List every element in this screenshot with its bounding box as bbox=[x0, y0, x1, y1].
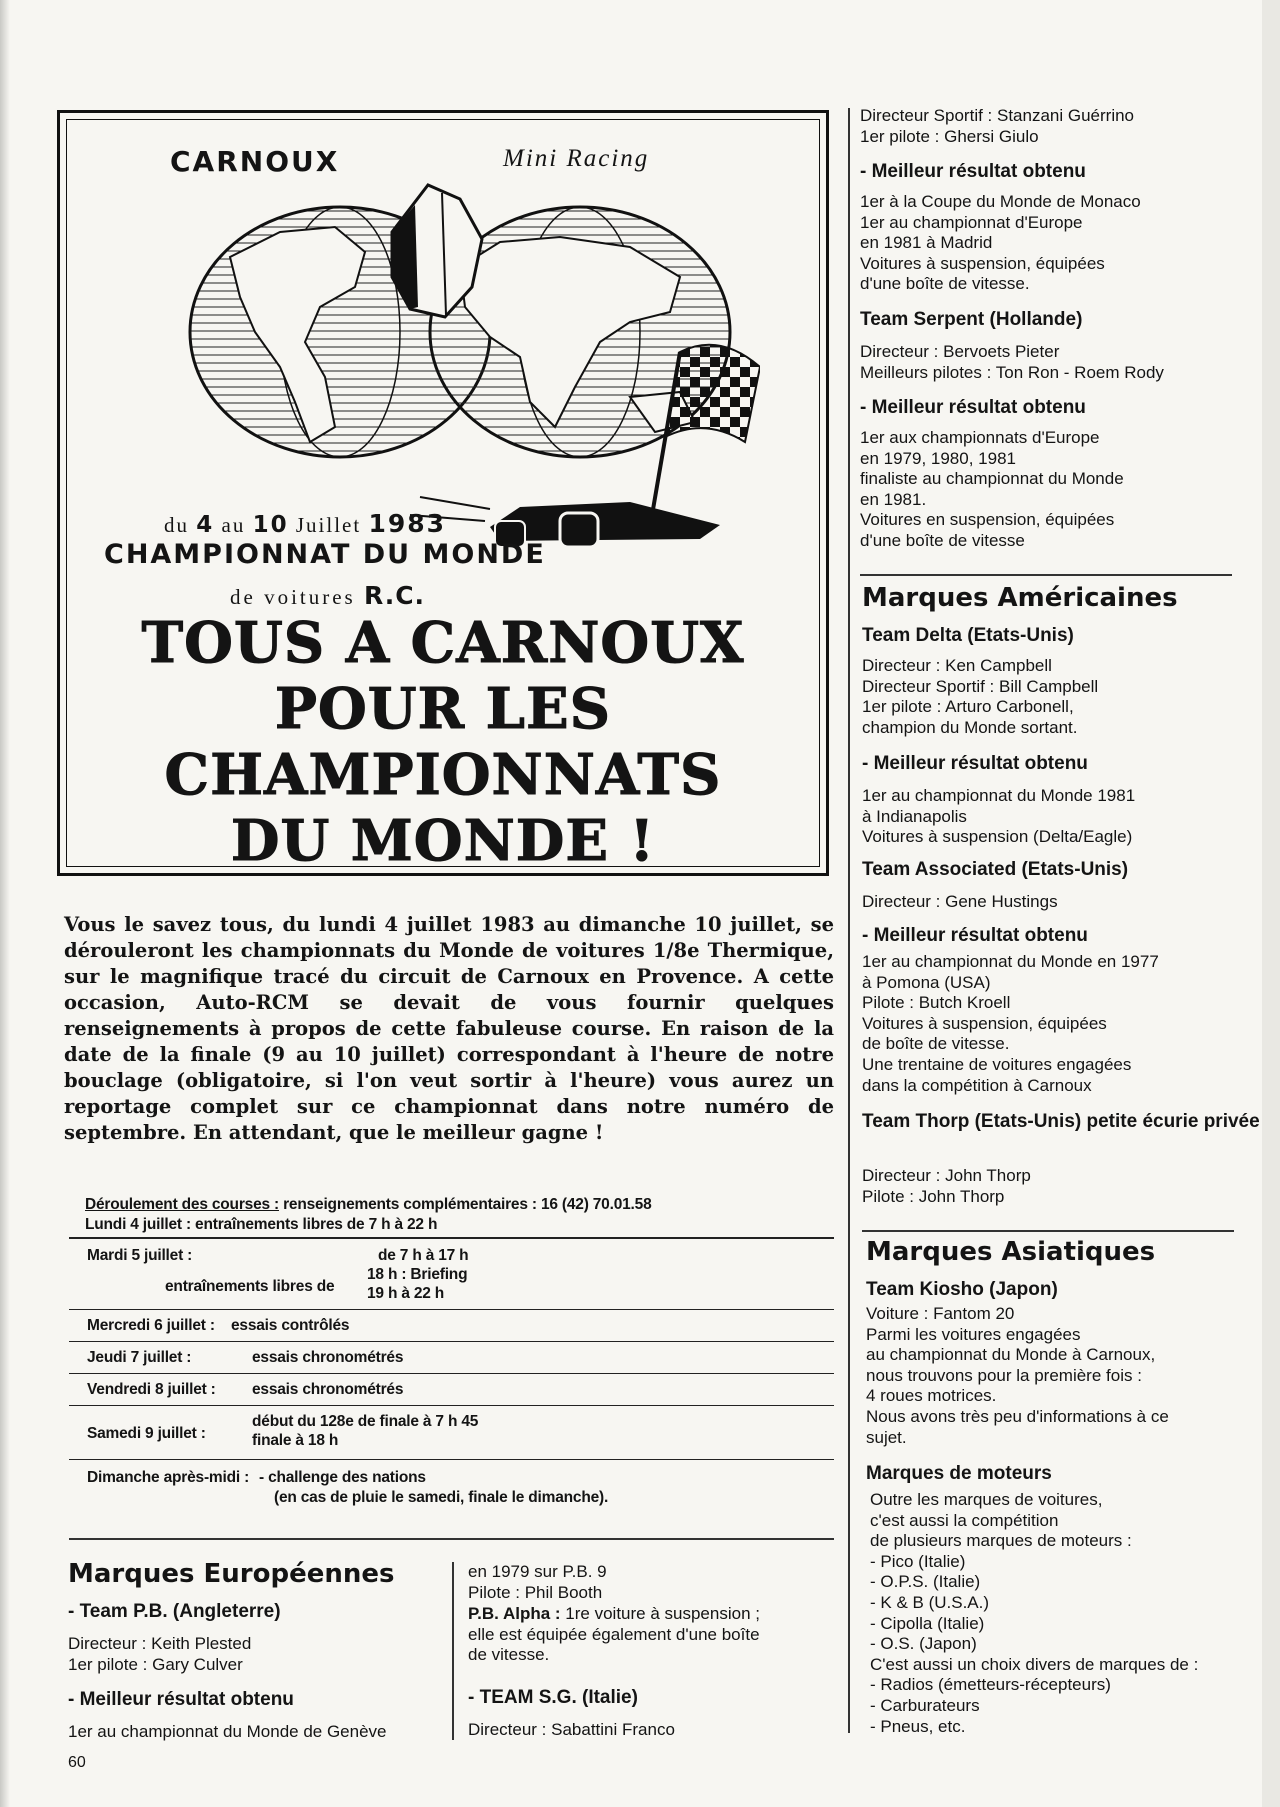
schedule-row-mardi bbox=[69, 1238, 834, 1310]
jeudi-day: Jeudi 7 juillet : bbox=[87, 1349, 192, 1366]
schedule-header bbox=[85, 1196, 652, 1214]
samedi-activity-2: finale à 18 h bbox=[252, 1432, 339, 1449]
serpent-best-heading: - Meilleur résultat obtenu bbox=[860, 397, 1086, 418]
schedule-bottom-rule bbox=[69, 1538, 834, 1540]
headline-line-4: DU MONDE ! bbox=[230, 808, 656, 874]
sg-team-title: - TEAM S.G. (Italie) bbox=[468, 1687, 638, 1708]
kiosho-team-title: Team Kiosho (Japon) bbox=[866, 1279, 1058, 1300]
rc-label: R.C. bbox=[363, 581, 426, 610]
thorp-team-title: Team Thorp (Etats-Unis) petite écurie privée bbox=[862, 1111, 1260, 1132]
delta-team-title: Team Delta (Etats-Unis) bbox=[862, 625, 1074, 646]
schedule-row-jeudi bbox=[69, 1342, 834, 1374]
dates-day1: 4 bbox=[196, 512, 215, 538]
schedule-row-dimanche bbox=[69, 1460, 834, 1518]
dimanche-activity-2: (en cas de pluie le samedi, finale le dimanche). bbox=[274, 1489, 609, 1506]
page-binding-shadow bbox=[0, 0, 10, 1807]
vendredi-day: Vendredi 8 juillet : bbox=[87, 1381, 216, 1398]
us-title: Marques Américaines bbox=[862, 583, 1178, 613]
schedule-row-samedi bbox=[69, 1406, 834, 1460]
asia-divider bbox=[862, 1230, 1234, 1232]
poster-dates bbox=[164, 509, 446, 538]
moteurs-title: Marques de moteurs bbox=[866, 1463, 1052, 1484]
pb-team-title: - Team P.B. (Angleterre) bbox=[68, 1601, 281, 1622]
mardi-day: Mardi 5 juillet : bbox=[87, 1247, 193, 1264]
schedule-header-info: renseignements complémentaires : 16 (42) 70.01.58 bbox=[283, 1196, 652, 1213]
mardi-label: entraînements libres de bbox=[165, 1278, 335, 1295]
assoc-best-heading: - Meilleur résultat obtenu bbox=[862, 925, 1088, 946]
sg-staff: Directeur Sportif : Stanzani Guérrino 1er pilote : Ghersi Giulo bbox=[860, 106, 1135, 146]
de-voitures: de voitures bbox=[230, 585, 356, 609]
poster-mini-racing-label: Mini Racing bbox=[503, 145, 650, 172]
poster-carnoux-label: CARNOUX bbox=[170, 145, 340, 178]
poster-championnat-label: CHAMPIONNAT DU MONDE bbox=[104, 539, 546, 570]
assoc-staff: Directeur : Gene Hustings bbox=[862, 892, 1058, 911]
headline-line-1: TOUS A CARNOUX bbox=[141, 610, 745, 676]
pb-alpha-text: 1re voiture à suspension ; elle est équipée également d'une boîte de vitesse. bbox=[468, 1604, 760, 1665]
right-column-rule bbox=[848, 108, 850, 1733]
pb-staff: Directeur : Keith Plested 1er pilote : Gary Culver bbox=[68, 1634, 252, 1674]
europe-title: Marques Européennes bbox=[68, 1559, 395, 1589]
event-poster bbox=[57, 110, 829, 876]
kiosho-text: Voiture : Fantom 20 Parmi les voitures engagées au championnat du Monde à Carnoux, nous trouvons pour la première fois : 4 roues motrices. Nous avons très peu d'informations à ce sujet. bbox=[866, 1304, 1169, 1447]
intro-paragraph: Vous le savez tous, du lundi 4 juillet 1983 au dimanche 10 juillet, se dérouleront les championnats du Monde de voitures 1/8e Thermique, sur le magnifique tracé du circuit de Carnoux en Provence. A cette occasion, Auto-RCM se devait de vous fournir quelques renseignements à propos de cette fabuleuse course. En raison de la date de la finale (9 au 10 juillet) correspondant à l'heure de notre bouclage (obligatoire, si l'on veut sortir à l'heure) vous aurez un reportage complet sur ce championnat dans notre numéro de septembre. En attendant, que le meilleur gagne ! bbox=[64, 913, 834, 1144]
asia-title: Marques Asiatiques bbox=[866, 1237, 1156, 1267]
pb-alpha-label: P.B. Alpha : bbox=[468, 1604, 561, 1623]
schedule-lundi: Lundi 4 juillet : entraînements libres de 7 h à 22 h bbox=[85, 1216, 438, 1233]
dates-day2: 10 bbox=[252, 512, 289, 538]
us-divider bbox=[860, 574, 1232, 576]
thorp-staff: Directeur : John Thorp Pilote : John Thorp bbox=[862, 1166, 1031, 1206]
sg-best-heading: - Meilleur résultat obtenu bbox=[860, 161, 1086, 182]
jeudi-activity: essais chronométrés bbox=[252, 1349, 404, 1366]
delta-staff: Directeur : Ken Campbell Directeur Sportif : Bill Campbell 1er pilote : Arturo Carbonell, champion du Monde sortant. bbox=[862, 656, 1099, 737]
race-schedule bbox=[69, 1188, 834, 1518]
schedule-header-label: Déroulement des courses : bbox=[85, 1196, 279, 1213]
page-edge bbox=[1262, 0, 1280, 1807]
schedule-header-row bbox=[69, 1188, 834, 1238]
poster-voitures-label bbox=[230, 581, 425, 610]
vendredi-activity: essais chronométrés bbox=[252, 1381, 404, 1398]
serpent-team-title: Team Serpent (Hollande) bbox=[860, 309, 1083, 330]
pb-result-continued: en 1979 sur P.B. 9 Pilote : Phil Booth bbox=[468, 1562, 607, 1602]
world-map-illustration bbox=[160, 127, 760, 547]
mercredi-day: Mercredi 6 juillet : bbox=[87, 1317, 215, 1334]
assoc-team-title: Team Associated (Etats-Unis) bbox=[862, 859, 1129, 880]
dates-au: au bbox=[221, 513, 246, 537]
samedi-activity-1: début du 128e de finale à 7 h 45 bbox=[252, 1413, 479, 1430]
headline-line-2: POUR LES bbox=[274, 676, 612, 742]
sg-result: 1er à la Coupe du Monde de Monaco 1er au championnat d'Europe en 1981 à Madrid Voitures à suspension, équipées d'une boîte de vitesse. bbox=[860, 192, 1141, 294]
dates-du: du bbox=[164, 513, 189, 537]
moteurs-text: Outre les marques de voitures, c'est aussi la compétition de plusieurs marques de moteurs : - Pico (Italie) - O.P.S. (Italie) - K & B (U.S.A.) - Cipolla (Italie) - O.S. (Japon) C'est aussi un choix divers de marques de : - Radios (émetteurs-récepteurs) - Carburateurs - Pneus, etc. bbox=[870, 1490, 1199, 1736]
dimanche-day: Dimanche après-midi : bbox=[87, 1469, 250, 1486]
pb-best-heading: - Meilleur résultat obtenu bbox=[68, 1689, 294, 1710]
dimanche-activity-1: - challenge des nations bbox=[259, 1469, 426, 1486]
serpent-staff: Directeur : Bervoets Pieter Meilleurs pilotes : Ton Ron - Roem Rody bbox=[860, 342, 1164, 382]
delta-result: 1er au championnat du Monde 1981 à Indianapolis Voitures à suspension (Delta/Eagle) bbox=[862, 786, 1136, 847]
pb-result: 1er au championnat du Monde de Genève bbox=[68, 1722, 387, 1741]
mardi-time-3: 19 h à 22 h bbox=[367, 1285, 445, 1302]
schedule-row-mercredi bbox=[69, 1310, 834, 1342]
samedi-day: Samedi 9 juillet : bbox=[87, 1425, 206, 1442]
headline-line-3: CHAMPIONNATS bbox=[164, 742, 722, 808]
dates-year: 1983 bbox=[368, 509, 447, 538]
mercredi-activity: essais contrôlés bbox=[231, 1317, 350, 1334]
mardi-time-1: de 7 h à 17 h bbox=[378, 1247, 469, 1264]
schedule-row-vendredi bbox=[69, 1374, 834, 1406]
serpent-result: 1er aux championnats d'Europe en 1979, 1980, 1981 finaliste au championnat du Monde en 1981. Voitures en suspension, équipées d'une boîte de vitesse bbox=[860, 428, 1124, 550]
europe-column-rule bbox=[452, 1562, 454, 1740]
delta-best-heading: - Meilleur résultat obtenu bbox=[862, 753, 1088, 774]
assoc-result: 1er au championnat du Monde en 1977 à Pomona (USA) Pilote : Butch Kroell Voitures à suspension, équipées de boîte de vitesse. Une trentaine de voitures engagées dans la compétition à Carnoux bbox=[862, 952, 1159, 1095]
pb-alpha bbox=[468, 1604, 760, 1666]
dates-month: Juillet bbox=[295, 513, 362, 537]
sg-director: Directeur : Sabattini Franco bbox=[468, 1720, 675, 1739]
mardi-time-2: 18 h : Briefing bbox=[367, 1266, 468, 1283]
page-number: 60 bbox=[68, 1754, 86, 1771]
